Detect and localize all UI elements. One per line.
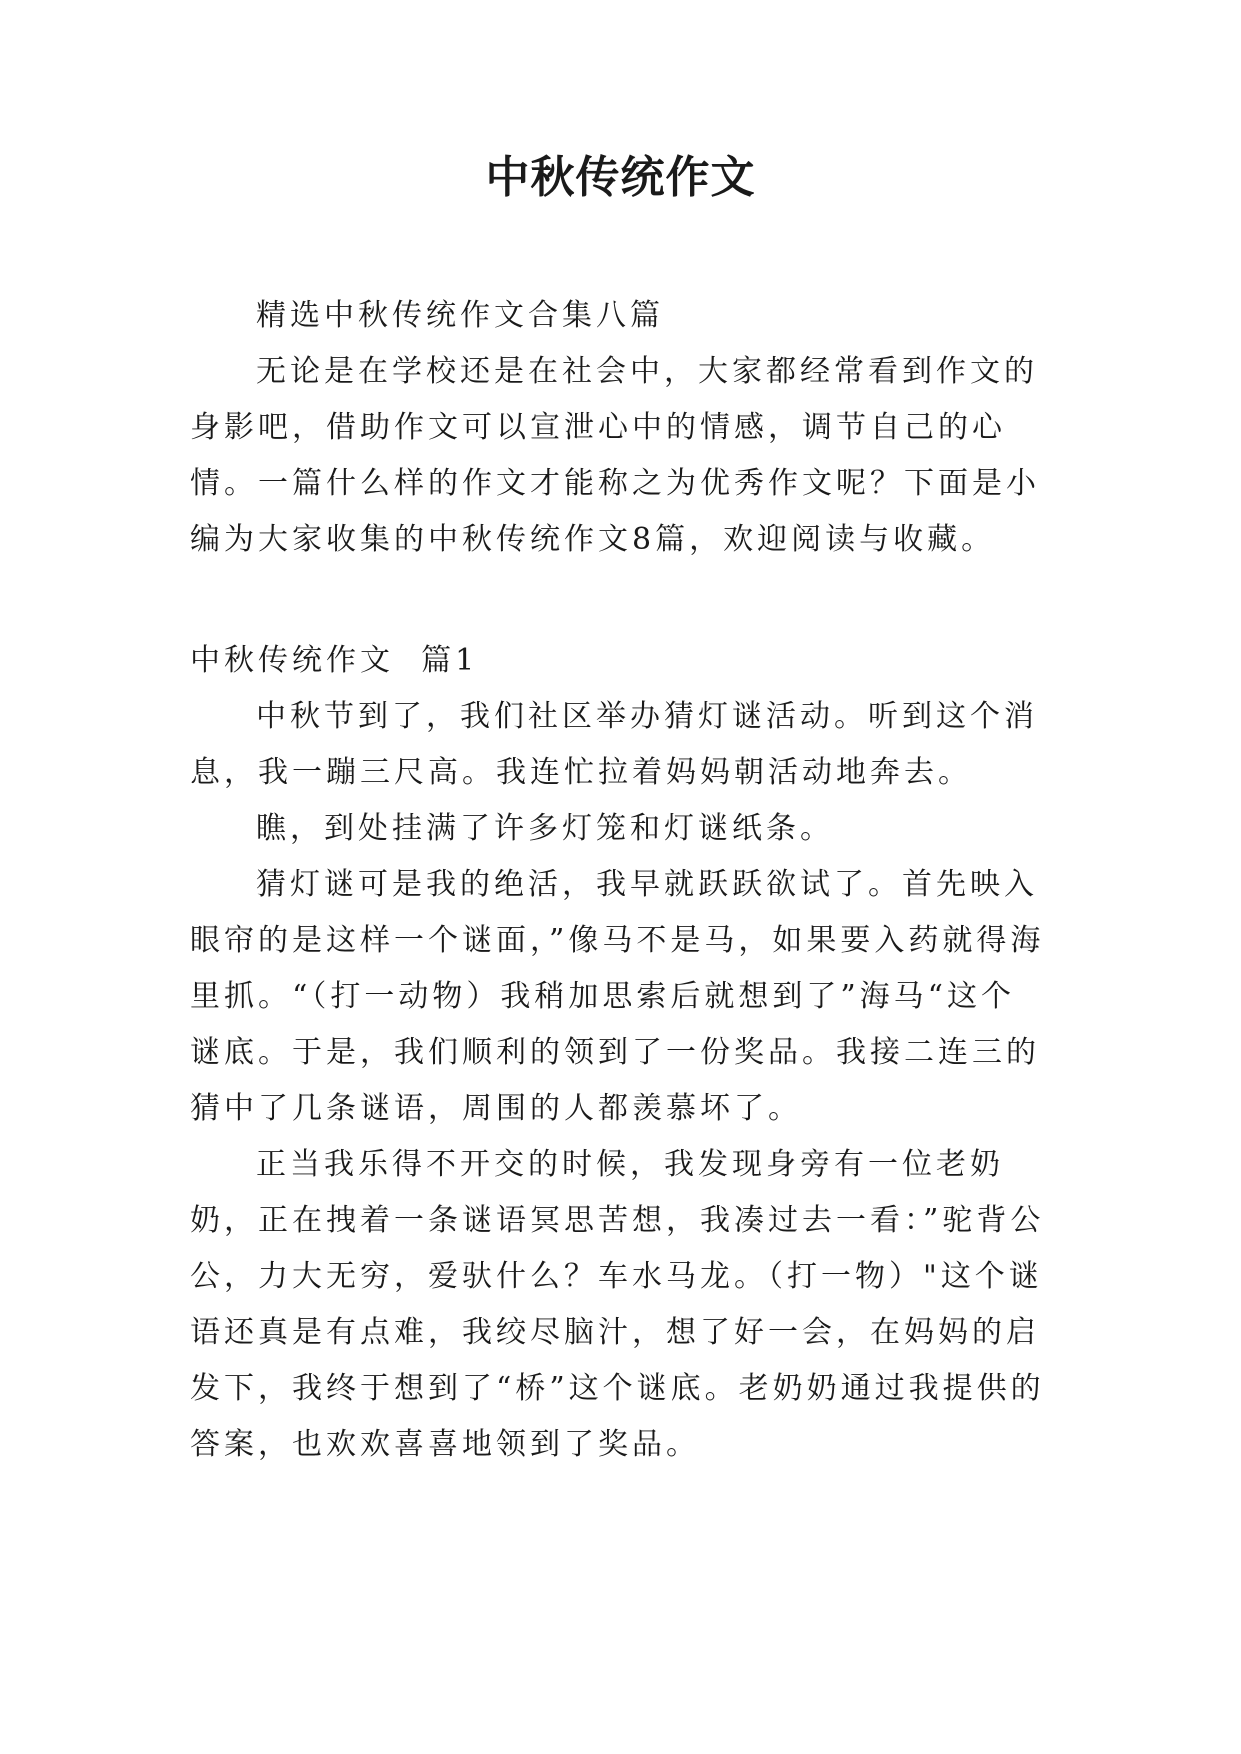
body-paragraph: 中秋节到了，我们社区举办猜灯谜活动。听到这个消息，我一蹦三尺高。我连忙拉着妈妈朝活动地奔去。: [190, 699, 1038, 790]
intro-paragraph: 无论是在学校还是在社会中，大家都经常看到作文的身影吧，借助作文可以宣泄心中的情感，调节自己的心情。一篇什么样的作文才能称之为优秀作文呢？下面是小编为大家收集的中秋传统作文8篇，欢迎阅读与收藏。: [190, 354, 1040, 557]
intro-section: [190, 288, 1046, 568]
document-subtitle: 精选中秋传统作文合集八篇: [256, 298, 664, 333]
chapter-section: [190, 633, 1046, 1473]
body-paragraph: 瞧，到处挂满了许多灯笼和灯谜纸条。: [256, 811, 834, 846]
body-paragraph: 正当我乐得不开交的时候，我发现身旁有一位老奶奶，正在拽着一条谜语冥思苦想，我凑过去一看：”驼背公公，力大无穷，爱驮什么？车水马龙。（打一物）"这个谜语还真是有点难，我绞尽脑汁，想了好一会，在妈妈的启发下，我终于想到了“桥”这个谜底。老奶奶通过我提供的答案，也欢欢喜喜地领到了奖品。: [190, 1147, 1045, 1462]
body-paragraph: 猜灯谜可是我的绝活，我早就跃跃欲试了。首先映入眼帘的是这样一个谜面，”像马不是马，如果要入药就得海里抓。“（打一动物）我稍加思索后就想到了”海马“这个谜底。于是，我们顺利的领到了一份奖品。我接二连三的猜中了几条谜语，周围的人都羡慕坏了。: [190, 867, 1045, 1126]
chapter-heading: 中秋传统作文 篇1: [190, 643, 479, 678]
document-title: 中秋传统作文: [485, 152, 756, 203]
